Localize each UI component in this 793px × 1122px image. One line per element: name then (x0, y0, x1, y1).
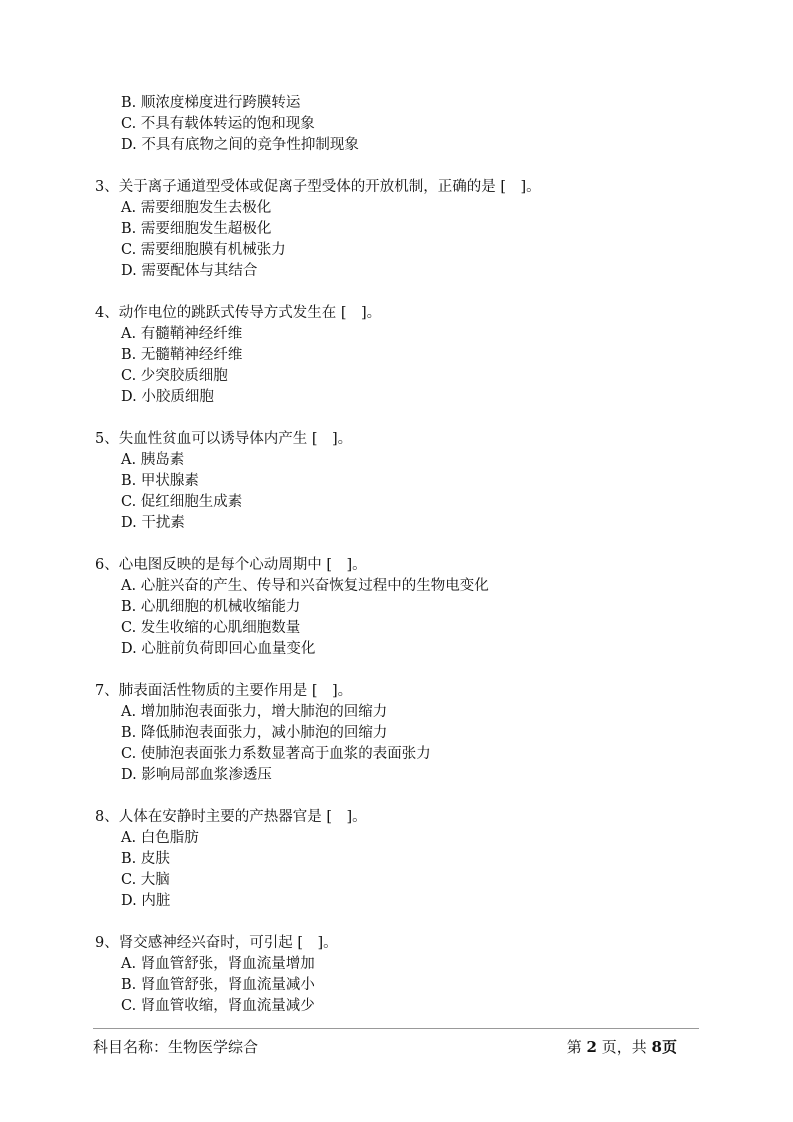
option-d: D. 小胶质细胞 (121, 389, 214, 405)
question-9 (95, 933, 705, 1017)
option-b: B. 无髓鞘神经纤维 (121, 347, 243, 363)
question-2-continued (95, 93, 705, 156)
question-stem: 8、人体在安静时主要的产热器官是 [ ]。 (95, 809, 367, 825)
option-b: B. 需要细胞发生超极化 (121, 221, 272, 237)
option-d: D. 需要配体与其结合 (121, 263, 258, 279)
option-b: B. 皮肤 (121, 851, 170, 867)
question-6 (95, 555, 705, 660)
option-b: B. 甲状腺素 (121, 473, 199, 489)
footer-divider (93, 1028, 699, 1029)
question-3 (95, 177, 705, 282)
option-d: D. 内脏 (121, 893, 171, 909)
option-c: C. 使肺泡表面张力系数显著高于血浆的表面张力 (121, 746, 431, 762)
option-d: D. 心脏前负荷即回心血量变化 (121, 641, 316, 657)
option-d: D. 不具有底物之间的竞争性抑制现象 (121, 137, 359, 153)
option-a: A. 有髓鞘神经纤维 (121, 326, 243, 342)
question-8 (95, 807, 705, 912)
page-current: 2 (586, 1038, 597, 1056)
question-stem: 5、失血性贫血可以诱导体内产生 [ ]。 (95, 431, 353, 447)
subject-name: 科目名称：生物医学综合 (93, 1038, 259, 1056)
page-prefix: 第 (566, 1038, 582, 1056)
option-a: A. 胰岛素 (121, 452, 185, 468)
option-b: B. 顺浓度梯度进行跨膜转运 (121, 95, 301, 111)
option-b: B. 肾血管舒张，肾血流量减小 (121, 977, 315, 993)
page-total: 8 (651, 1038, 662, 1056)
option-a: A. 增加肺泡表面张力，增大肺泡的回缩力 (121, 704, 388, 720)
option-d: D. 干扰素 (121, 515, 185, 531)
option-b: B. 心肌细胞的机械收缩能力 (121, 599, 301, 615)
exam-content (95, 93, 705, 1017)
option-a: A. 白色脂肪 (121, 830, 199, 846)
page-footer (93, 1036, 699, 1058)
option-a: A. 心脏兴奋的产生、传导和兴奋恢复过程中的生物电变化 (121, 578, 489, 594)
question-4 (95, 303, 705, 408)
option-a: A. 需要细胞发生去极化 (121, 200, 272, 216)
question-stem: 9、肾交感神经兴奋时，可引起 [ ]。 (95, 935, 338, 951)
option-d: D. 影响局部血浆渗透压 (121, 767, 272, 783)
option-c: C. 肾血管收缩，肾血流量减少 (121, 998, 315, 1014)
question-stem: 7、肺表面活性物质的主要作用是 [ ]。 (95, 683, 353, 699)
page-mid: 页，共 (601, 1038, 647, 1056)
option-b: B. 降低肺泡表面张力，减小肺泡的回缩力 (121, 725, 388, 741)
option-a: A. 肾血管舒张，肾血流量增加 (121, 956, 315, 972)
option-c: C. 不具有载体转运的饱和现象 (121, 116, 315, 132)
option-c: C. 大脑 (121, 872, 170, 888)
option-c: C. 促红细胞生成素 (121, 494, 243, 510)
question-stem: 4、动作电位的跳跃式传导方式发生在 [ ]。 (95, 305, 382, 321)
page-suffix: 页 (661, 1038, 677, 1056)
option-c: C. 发生收缩的心肌细胞数量 (121, 620, 301, 636)
question-stem: 6、心电图反映的是每个心动周期中 [ ]。 (95, 557, 367, 573)
question-5 (95, 429, 705, 534)
question-7 (95, 681, 705, 786)
page-number (567, 1036, 677, 1057)
question-stem: 3、关于离子通道型受体或促离子型受体的开放机制，正确的是 [ ]。 (95, 179, 541, 195)
option-c: C. 需要细胞膜有机械张力 (121, 242, 286, 258)
option-c: C. 少突胶质细胞 (121, 368, 228, 384)
